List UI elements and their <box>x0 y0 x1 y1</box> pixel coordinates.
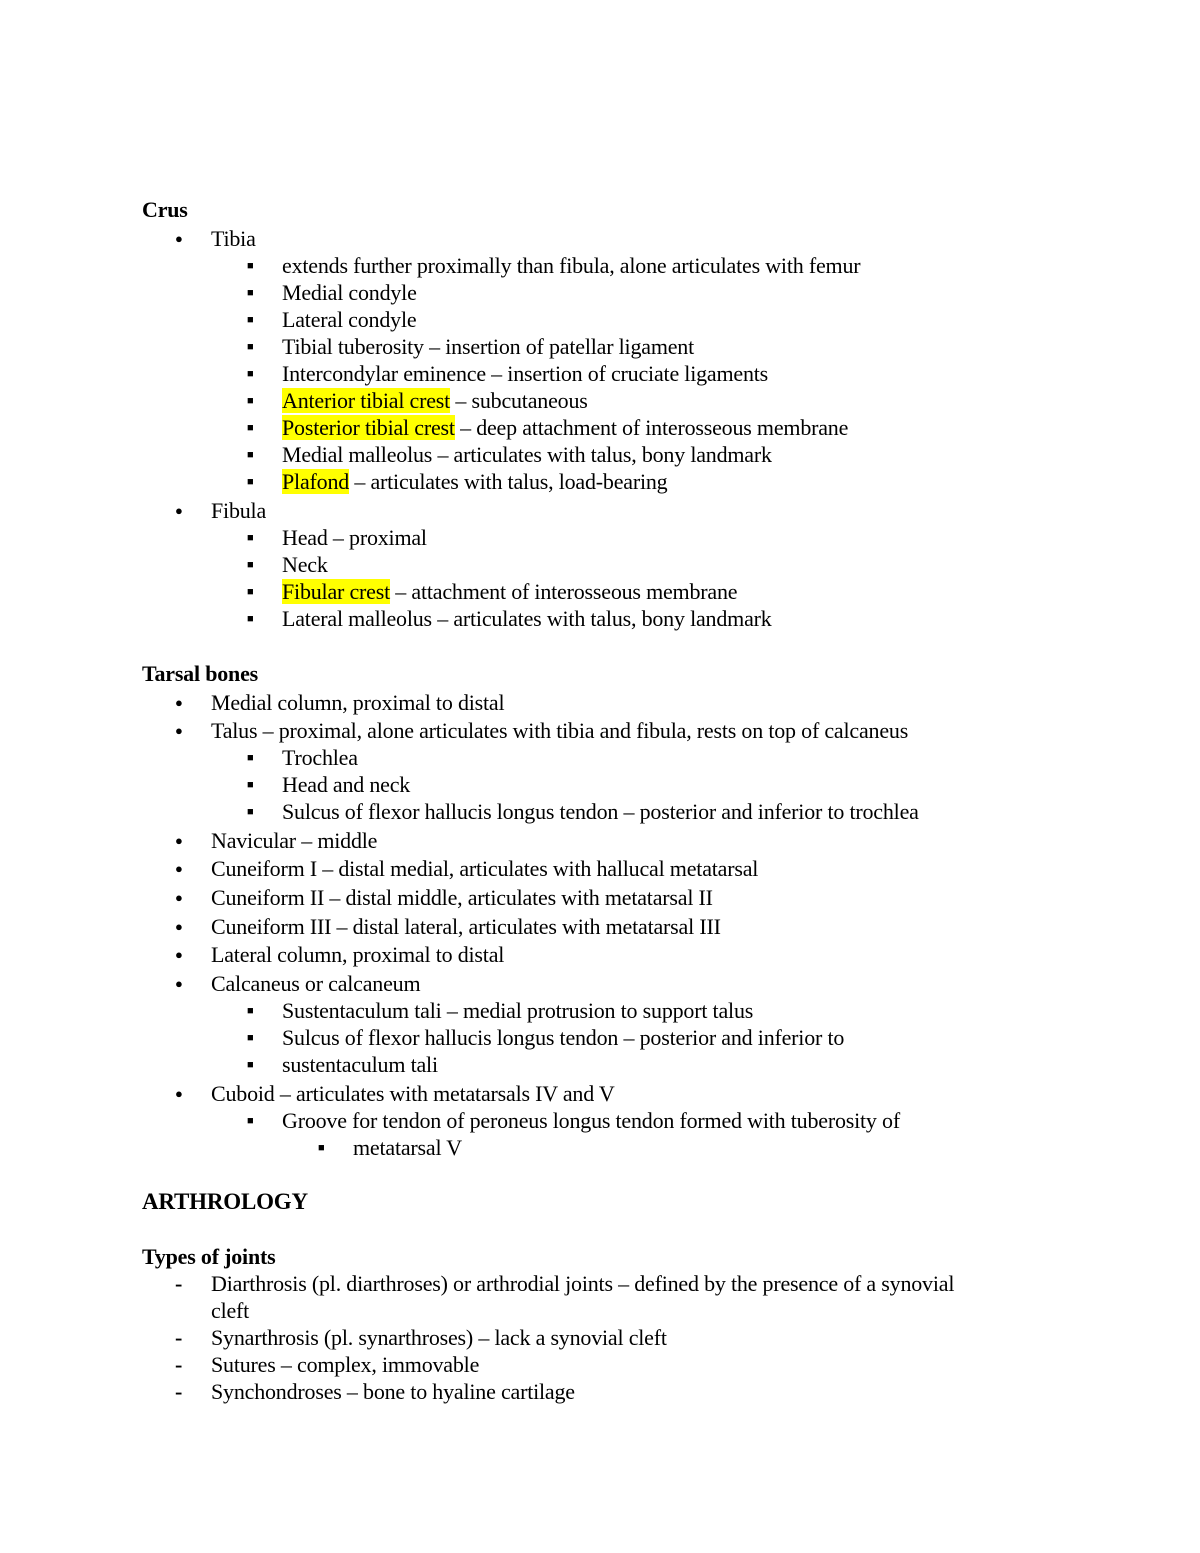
list-item: Medial column, proximal to distal <box>211 690 505 715</box>
list-item-continuation: cleft <box>211 1298 250 1323</box>
heading-arthrology: ARTHROLOGY <box>142 1189 308 1214</box>
list-item: Trochlea <box>282 745 358 770</box>
highlighted-term: Posterior tibial crest <box>282 415 455 440</box>
list-item: Sustentaculum tali – medial protrusion to support talus <box>282 998 754 1023</box>
list-item: Synchondroses – bone to hyaline cartilage <box>211 1379 575 1404</box>
list-item: Medial condyle <box>282 280 417 305</box>
list-item: Medial malleolus – articulates with talus, bony landmark <box>282 442 772 467</box>
bullet-dot <box>175 689 183 719</box>
list-item-talus: Talus – proximal, alone articulates with tibia and fibula, rests on top of calcaneus <box>211 718 909 743</box>
bullet-square <box>247 798 254 830</box>
list-item: sustentaculum tali <box>282 1052 438 1077</box>
list-item-tibia: Tibia <box>211 226 256 251</box>
bullet-square <box>247 1107 254 1139</box>
list-item: Head – proximal <box>282 525 427 550</box>
bullet-dot <box>175 1080 183 1110</box>
list-item: metatarsal V <box>353 1135 462 1160</box>
list-item-anterior-tibial-crest <box>282 387 588 414</box>
bullet-square <box>247 468 254 500</box>
bullet-dot <box>175 497 183 527</box>
bullet-dot <box>175 970 183 1000</box>
list-item-fibula: Fibula <box>211 498 267 523</box>
list-item-cuboid: Cuboid – articulates with metatarsals IV and V <box>211 1081 615 1106</box>
bullet-dot <box>175 717 183 747</box>
list-item: Groove for tendon of peroneus longus tendon formed with tuberosity of <box>282 1108 900 1133</box>
bullet-dash <box>175 1378 182 1405</box>
list-item: Intercondylar eminence – insertion of cruciate ligaments <box>282 361 769 386</box>
heading-types-of-joints: Types of joints <box>142 1244 276 1269</box>
list-item: Cuneiform I – distal medial, articulates with hallucal metatarsal <box>211 856 759 881</box>
bullet-square <box>318 1134 325 1166</box>
bullet-dot <box>175 827 183 857</box>
bullet-dash <box>175 1351 182 1378</box>
list-item: Lateral column, proximal to distal <box>211 942 505 967</box>
bullet-dot <box>175 225 183 255</box>
heading-crus: Crus <box>142 197 188 222</box>
bullet-dot <box>175 884 183 914</box>
bullet-square <box>247 605 254 637</box>
list-item: Sulcus of flexor hallucis longus tendon – posterior and inferior to trochlea <box>282 799 919 824</box>
highlighted-term: Anterior tibial crest <box>282 388 451 413</box>
term-description: – attachment of interosseous membrane <box>389 579 738 604</box>
bullet-dot <box>175 913 183 943</box>
list-item: Neck <box>282 552 328 577</box>
heading-tarsal-bones: Tarsal bones <box>142 661 258 686</box>
bullet-square <box>247 1051 254 1083</box>
term-description: – deep attachment of interosseous membrane <box>454 415 849 440</box>
list-item-fibular-crest <box>282 578 737 605</box>
list-item: Lateral malleolus – articulates with talus, bony landmark <box>282 606 772 631</box>
list-item: extends further proximally than fibula, alone articulates with femur <box>282 253 861 278</box>
term-description: – articulates with talus, load-bearing <box>349 469 668 494</box>
bullet-dot <box>175 941 183 971</box>
list-item-posterior-tibial-crest <box>282 414 848 441</box>
list-item: Cuneiform III – distal lateral, articulates with metatarsal III <box>211 914 721 939</box>
list-item: Sutures – complex, immovable <box>211 1352 480 1377</box>
highlighted-term: Plafond <box>282 469 350 494</box>
bullet-dash <box>175 1324 182 1351</box>
list-item: Sulcus of flexor hallucis longus tendon – posterior and inferior to <box>282 1025 845 1050</box>
list-item: Navicular – middle <box>211 828 378 853</box>
list-item: Synarthrosis (pl. synarthroses) – lack a synovial cleft <box>211 1325 667 1350</box>
list-item: Cuneiform II – distal middle, articulates with metatarsal II <box>211 885 713 910</box>
list-item: Lateral condyle <box>282 307 417 332</box>
list-item: Diarthrosis (pl. diarthroses) or arthrodial joints – defined by the presence of a synovial <box>211 1271 955 1296</box>
term-description: – subcutaneous <box>450 388 588 413</box>
bullet-dash <box>175 1270 182 1297</box>
highlighted-term: Fibular crest <box>282 579 390 604</box>
list-item: Tibial tuberosity – insertion of patellar ligament <box>282 334 695 359</box>
list-item-calcaneus: Calcaneus or calcaneum <box>211 971 421 996</box>
bullet-dot <box>175 855 183 885</box>
list-item: Head and neck <box>282 772 411 797</box>
list-item-plafond <box>282 468 667 495</box>
